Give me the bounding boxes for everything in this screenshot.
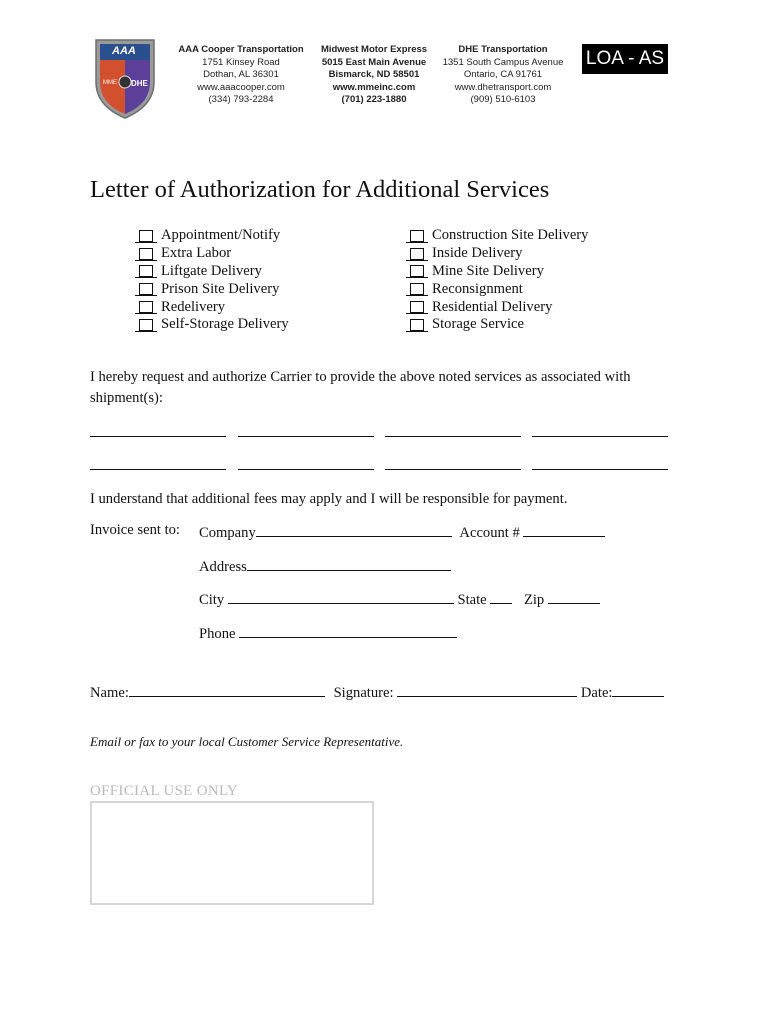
company-name: Midwest Motor Express (320, 44, 428, 55)
address-field[interactable] (247, 556, 451, 571)
signoff-row (90, 682, 664, 702)
company-website: www.mmeinc.com (332, 81, 416, 93)
company-midwest-motor (310, 44, 438, 107)
service-option[interactable] (136, 227, 289, 245)
address-label: Address (199, 559, 247, 575)
company-address: 1751 Kinsey Road (202, 56, 280, 68)
submission-note: Email or fax to your local Customer Service Representative. (90, 734, 404, 749)
service-option[interactable] (136, 245, 289, 263)
checkbox[interactable] (410, 319, 424, 331)
shipment-field[interactable] (238, 436, 374, 437)
company-label: Company (199, 525, 256, 541)
shipment-field[interactable] (385, 469, 521, 470)
service-option[interactable] (136, 316, 289, 334)
company-dhe (434, 44, 572, 107)
form-code-badge: LOA - AS (582, 44, 668, 74)
service-option[interactable] (407, 298, 588, 316)
city-row (199, 589, 600, 609)
company-name: DHE Transportation (458, 44, 548, 55)
service-label: Residential Delivery (432, 298, 553, 315)
state-label: State (457, 592, 487, 608)
authorization-statement: I hereby request and authorize Carrier to provide the above noted services as associated with shipment(s): (90, 369, 631, 406)
company-website: www.aaacooper.com (197, 81, 285, 93)
shipment-field[interactable] (385, 436, 521, 437)
checkbox[interactable] (139, 248, 153, 260)
service-option[interactable] (407, 316, 588, 334)
signature-label: Signature: (333, 685, 394, 701)
company-phone: (334) 793-2284 (208, 94, 274, 105)
service-option[interactable] (136, 263, 289, 281)
company-phone: (701) 223-1880 (341, 94, 407, 105)
checkbox[interactable] (410, 265, 424, 277)
checkbox[interactable] (410, 283, 424, 295)
shipment-field[interactable] (532, 469, 668, 470)
service-label: Mine Site Delivery (432, 262, 544, 279)
fees-statement: I understand that additional fees may apply and I will be responsible for payment. (90, 491, 568, 507)
company-logo (90, 36, 160, 120)
company-field[interactable] (256, 522, 452, 537)
account-label: Account # (459, 525, 520, 541)
checkbox[interactable] (410, 248, 424, 260)
service-label: Reconsignment (432, 280, 523, 297)
name-field[interactable] (129, 682, 325, 697)
service-option[interactable] (136, 280, 289, 298)
phone-label: Phone (199, 626, 236, 642)
service-label: Storage Service (432, 316, 524, 333)
logo-text-right: DHE (131, 79, 148, 88)
name-label: Name: (90, 685, 129, 701)
city-label: City (199, 592, 225, 608)
phone-row (199, 623, 457, 643)
service-option[interactable] (407, 263, 588, 281)
services-right-column (407, 227, 588, 334)
service-label: Liftgate Delivery (161, 262, 262, 279)
zip-label: Zip (523, 592, 545, 608)
service-label: Extra Labor (161, 245, 232, 262)
company-name: AAA Cooper Transportation (178, 44, 304, 55)
company-row (199, 522, 605, 542)
checkbox[interactable] (139, 265, 153, 277)
company-address: 1351 South Campus Avenue (442, 56, 564, 68)
checkbox[interactable] (139, 319, 153, 331)
official-use-box (90, 801, 374, 905)
service-option[interactable] (136, 298, 289, 316)
company-website: www.dhetransport.com (454, 81, 552, 93)
company-aaa-cooper (172, 44, 310, 107)
checkbox[interactable] (410, 230, 424, 242)
service-label: Inside Delivery (432, 245, 523, 262)
service-label: Construction Site Delivery (432, 227, 589, 244)
company-phone: (909) 510-6103 (470, 94, 536, 105)
official-use-label: OFFICIAL USE ONLY (90, 783, 239, 799)
checkbox[interactable] (410, 301, 424, 313)
services-left-column (136, 227, 289, 334)
shipment-field[interactable] (238, 469, 374, 470)
checkbox[interactable] (139, 283, 153, 295)
address-row (199, 556, 451, 576)
service-option[interactable] (407, 280, 588, 298)
service-label: Prison Site Delivery (161, 280, 280, 297)
phone-field[interactable] (239, 623, 457, 638)
state-field[interactable] (490, 589, 512, 604)
service-option[interactable] (407, 227, 588, 245)
logo-text-top: AAA (112, 45, 136, 57)
zip-field[interactable] (548, 589, 600, 604)
shipment-field[interactable] (90, 436, 226, 437)
service-option[interactable] (407, 245, 588, 263)
company-city: Ontario, CA 91761 (463, 69, 543, 80)
invoice-label: Invoice sent to: (90, 522, 180, 538)
shipment-field[interactable] (532, 436, 668, 437)
service-label: Appointment/Notify (161, 227, 281, 244)
company-address: 5015 East Main Avenue (321, 56, 427, 68)
city-field[interactable] (228, 589, 454, 604)
shipment-field[interactable] (90, 469, 226, 470)
logo-text-left: MME (103, 80, 117, 86)
company-city: Dothan, AL 36301 (203, 69, 279, 80)
signature-field[interactable] (397, 682, 577, 697)
page-title: Letter of Authorization for Additional Services (90, 176, 550, 203)
checkbox[interactable] (139, 301, 153, 313)
account-field[interactable] (523, 522, 605, 537)
service-label: Redelivery (161, 298, 226, 315)
company-city: Bismarck, ND 58501 (328, 69, 420, 80)
service-label: Self-Storage Delivery (161, 316, 289, 333)
date-label: Date: (580, 685, 613, 701)
date-field[interactable] (612, 682, 664, 697)
checkbox[interactable] (139, 230, 153, 242)
